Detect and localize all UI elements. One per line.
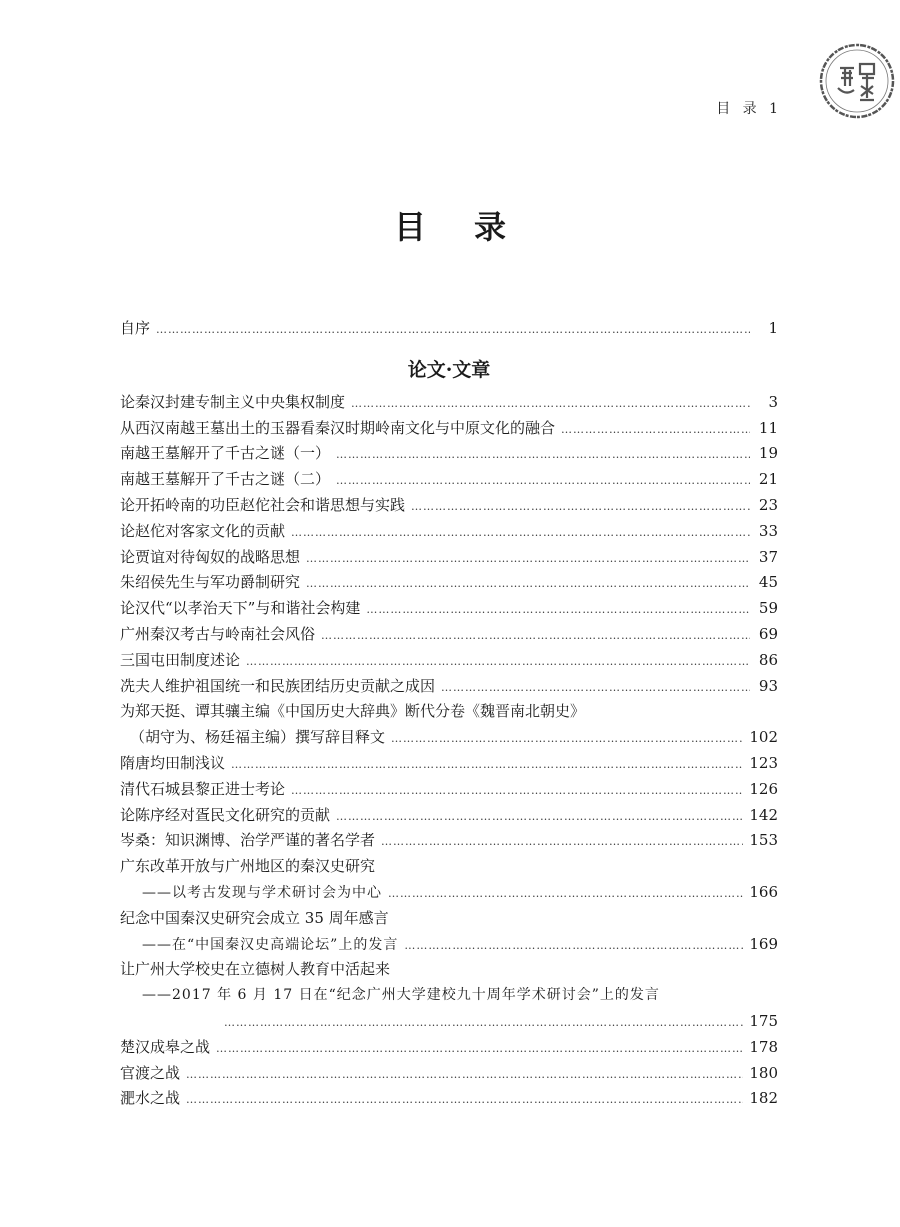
seal-stamp-icon <box>816 40 898 122</box>
toc-entry[interactable] <box>120 1061 778 1087</box>
toc-entry-line[interactable] <box>120 699 778 725</box>
toc-entry-page: 3 <box>768 392 778 411</box>
leader-dots <box>381 829 743 855</box>
leader-dots <box>216 1036 743 1062</box>
leader-dots <box>156 317 750 343</box>
leader-dots <box>391 726 743 752</box>
toc-entry-subtitle[interactable] <box>120 983 778 1009</box>
toc-entry-title: 南越王墓解开了千古之谜（一） <box>120 444 331 463</box>
table-of-contents <box>120 316 778 1112</box>
toc-entry-title: 冼夫人维护祖国统一和民族团结历史贡献之成因 <box>120 676 436 695</box>
page-title: 目录 <box>393 208 554 246</box>
toc-entry-page: 59 <box>758 599 778 618</box>
toc-entry-line[interactable] <box>120 906 778 932</box>
leader-dots <box>336 442 750 468</box>
toc-entry[interactable] <box>120 467 778 493</box>
toc-entry[interactable] <box>120 622 778 648</box>
leader-dots <box>441 675 750 701</box>
leader-dots <box>231 752 743 778</box>
toc-entry-subtitle-text: ——在“中国秦汉史高端论坛”上的发言 <box>142 936 399 953</box>
toc-entry-page: 169 <box>749 934 778 953</box>
toc-entry-page: 178 <box>749 1037 778 1056</box>
toc-entry-title: 纪念中国秦汉史研究会成立 35 周年感言 <box>120 908 389 927</box>
toc-entry[interactable] <box>120 519 778 545</box>
toc-entry-title: 论汉代“以孝治天下”与和谐社会构建 <box>120 599 361 618</box>
toc-entry[interactable] <box>120 777 778 803</box>
leader-dots <box>186 1062 743 1088</box>
toc-entry-page: 69 <box>758 624 778 643</box>
leader-dots <box>388 881 743 907</box>
leader-dots <box>321 623 750 649</box>
toc-entry-page: 37 <box>758 547 778 566</box>
toc-entry-page: 21 <box>758 470 778 489</box>
leader-dots <box>404 933 743 959</box>
section-heading: 论文·文章 <box>407 358 491 381</box>
toc-entry-subtitle[interactable] <box>120 880 778 906</box>
toc-entry[interactable] <box>120 416 778 442</box>
leader-dots <box>291 778 743 804</box>
toc-entry[interactable] <box>120 441 778 467</box>
toc-entry-page: 180 <box>749 1063 778 1082</box>
toc-entry-page: 126 <box>749 779 778 798</box>
running-head: 目 录 1 <box>716 101 782 117</box>
toc-entry-page-line[interactable] <box>120 1009 778 1035</box>
toc-entry-subtitle-text: ——以考古发现与学术研讨会为中心 <box>142 884 382 901</box>
toc-entry-page: 19 <box>758 444 778 463</box>
leader-dots <box>186 1087 743 1113</box>
toc-entry-preface[interactable] <box>120 316 778 342</box>
toc-entry-title: 楚汉成皋之战 <box>120 1037 211 1056</box>
leader-dots <box>306 571 750 597</box>
toc-entry-line[interactable] <box>120 854 778 880</box>
toc-entry[interactable] <box>120 390 778 416</box>
toc-entry-page: 102 <box>749 728 778 747</box>
toc-entry-page: 23 <box>758 495 778 514</box>
toc-entry-title: 隋唐均田制浅议 <box>120 753 226 772</box>
toc-entry-title: 自序 <box>120 319 151 337</box>
leader-dots <box>561 417 750 443</box>
toc-entry-page: 123 <box>749 753 778 772</box>
toc-entry-page: 142 <box>749 805 778 824</box>
toc-entry-page: 11 <box>758 418 778 437</box>
toc-entry[interactable] <box>120 725 778 751</box>
toc-entry[interactable] <box>120 674 778 700</box>
toc-entry[interactable] <box>120 1035 778 1061</box>
toc-entry-subtitle[interactable] <box>120 932 778 958</box>
toc-entry[interactable] <box>120 828 778 854</box>
toc-entry-title: 为郑天挺、谭其骧主编《中国历史大辞典》断代分卷《魏晋南北朝史》 <box>120 702 586 721</box>
toc-entry-title: 论贾谊对待匈奴的战略思想 <box>120 547 301 566</box>
toc-entry[interactable] <box>120 751 778 777</box>
leader-dots <box>246 649 750 675</box>
toc-entry[interactable] <box>120 596 778 622</box>
toc-entry-line[interactable] <box>120 957 778 983</box>
toc-entry-title: 三国屯田制度述论 <box>120 650 241 669</box>
toc-entry-title: 岑桑：知识渊博、治学严谨的著名学者 <box>120 831 376 850</box>
toc-entry-title: （胡守为、杨廷福主编）撰写辞目释文 <box>130 728 386 747</box>
toc-entry-page: 86 <box>758 650 778 669</box>
toc-entry-title: 论开拓岭南的功臣赵佗社会和谐思想与实践 <box>120 495 406 514</box>
toc-entry-page: 153 <box>749 831 778 850</box>
leader-dots <box>224 1010 743 1036</box>
toc-entry-title: 官渡之战 <box>120 1063 181 1082</box>
toc-entry-title: 论赵佗对客家文化的贡献 <box>120 521 286 540</box>
toc-entry[interactable] <box>120 545 778 571</box>
toc-entry-page: 1 <box>768 319 778 337</box>
toc-entry-title: 广州秦汉考古与岭南社会风俗 <box>120 624 316 643</box>
toc-entry-page: 182 <box>749 1089 778 1108</box>
leader-dots <box>306 546 750 572</box>
toc-entry-page: 175 <box>749 1011 778 1030</box>
toc-entry-title: 清代石城县黎正进士考论 <box>120 779 286 798</box>
leader-dots <box>336 468 750 494</box>
toc-entry-page: 33 <box>758 521 778 540</box>
toc-entry-page: 166 <box>749 882 778 901</box>
leader-dots <box>351 391 750 417</box>
toc-entry[interactable] <box>120 570 778 596</box>
leader-dots <box>291 520 750 546</box>
toc-entry-title: 广东改革开放与广州地区的秦汉史研究 <box>120 857 376 876</box>
leader-dots <box>411 494 750 520</box>
toc-entry-title: 从西汉南越王墓出土的玉器看秦汉时期岭南文化与中原文化的融合 <box>120 418 556 437</box>
toc-entry-page: 93 <box>758 676 778 695</box>
toc-entry[interactable] <box>120 803 778 829</box>
toc-entry[interactable] <box>120 493 778 519</box>
toc-entry-title: 论陈序经对疍民文化研究的贡献 <box>120 805 331 824</box>
toc-entry-title: 论秦汉封建专制主义中央集权制度 <box>120 392 346 411</box>
leader-dots <box>336 804 743 830</box>
toc-entry-subtitle-text: ——2017 年 6 月 17 日在“纪念广州大学建校九十周年学术研讨会”上的发言 <box>142 987 660 1004</box>
toc-entry-title: 南越王墓解开了千古之谜（二） <box>120 470 331 489</box>
toc-entry-page: 45 <box>758 573 778 592</box>
leader-dots <box>366 597 750 623</box>
toc-entry-title: 让广州大学校史在立德树人教育中活起来 <box>120 960 391 979</box>
toc-entry-title: 朱绍侯先生与军功爵制研究 <box>120 573 301 592</box>
toc-entry[interactable] <box>120 1086 778 1112</box>
toc-entry-title: 淝水之战 <box>120 1089 181 1108</box>
toc-entry[interactable] <box>120 648 778 674</box>
